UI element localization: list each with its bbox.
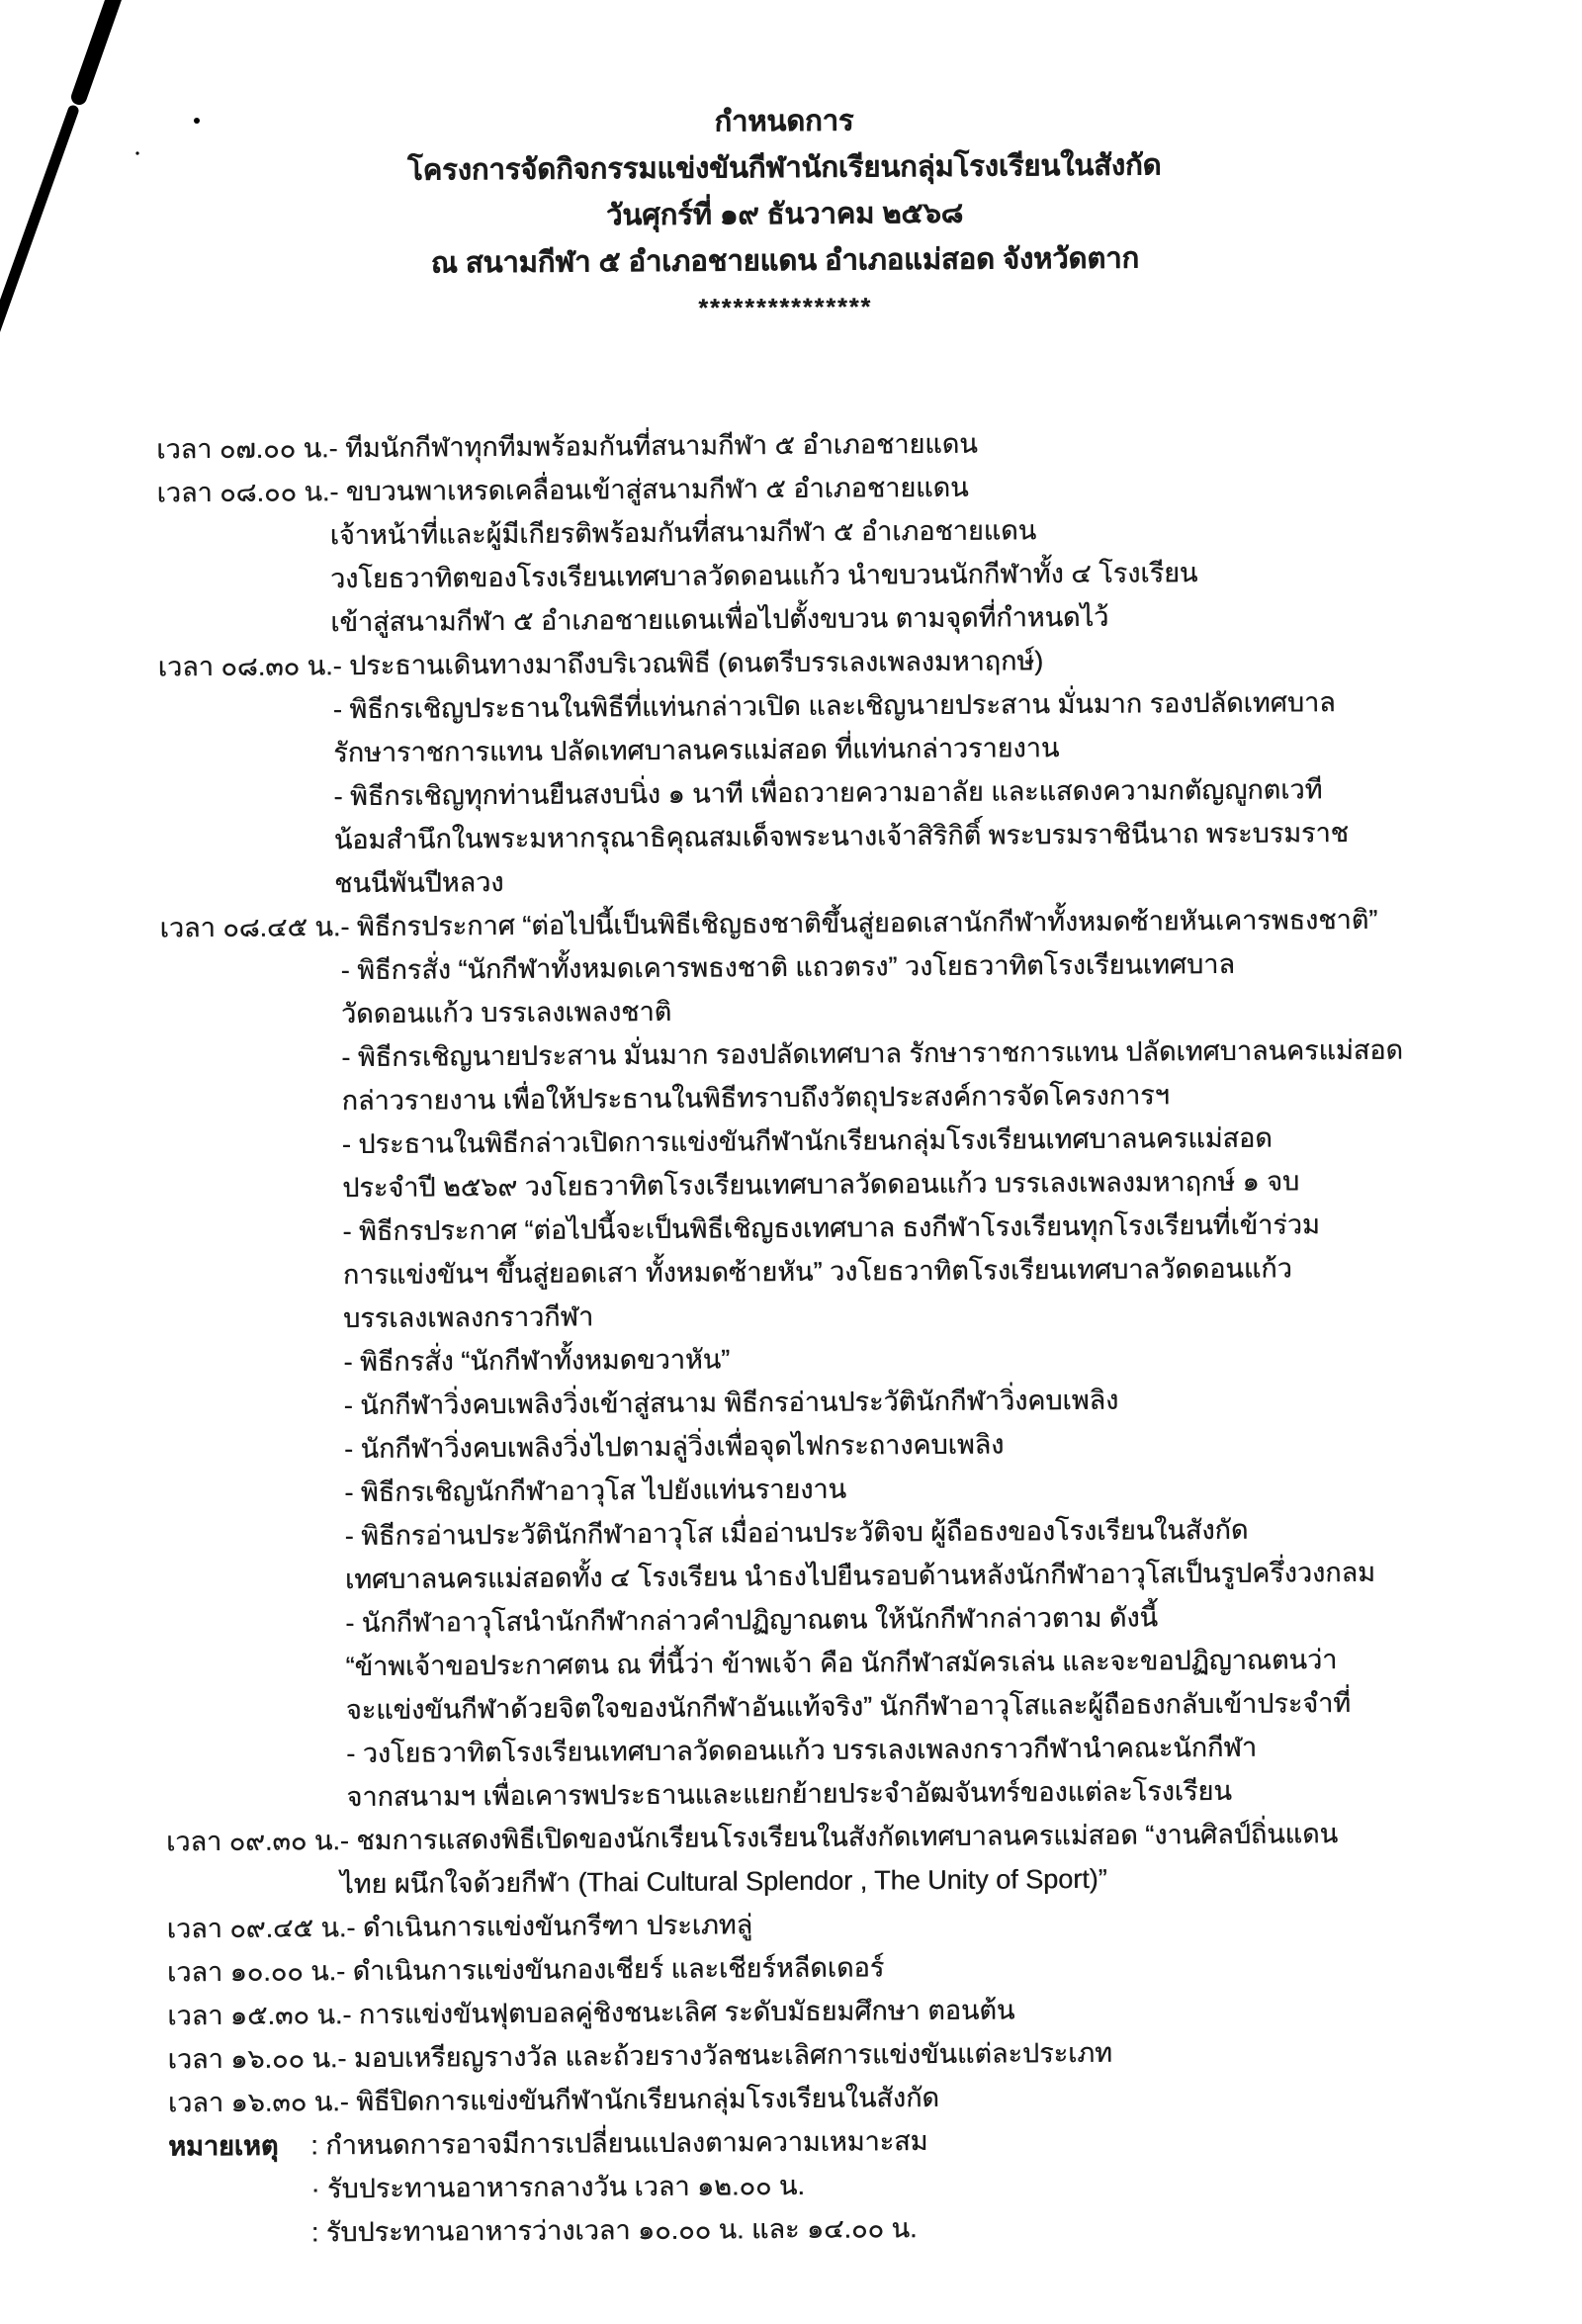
schedule-line: เจ้าหน้าที่และผู้มีเกียรติพร้อมกันที่สนามกีฬา ๕ อำเภอชายแดน — [329, 515, 1037, 551]
schedule-entry-lines — [340, 1811, 1548, 1907]
schedule-line: ประจำปี ๒๕๖๙ วงโยธวาทิตโรงเรียนเทศบาลวัดดอนแก้ว บรรเลงเพลงมหาฤกษ์ ๑ จบ — [342, 1166, 1300, 1204]
asterisk-divider: *************** — [698, 293, 873, 322]
schedule-line: - พิธีกรเชิญนักกีฬาอาวุโส ไปยังแท่นรายงาน — [344, 1474, 847, 1508]
schedule-line: กล่าวรายงาน เพื่อให้ประธานในพิธีทราบถึงวัตถุประสงค์การจัดโครงการฯ — [341, 1080, 1170, 1117]
schedule-line: - การแข่งขันฟุตบอลคู่ชิงชนะเลิศ ระดับมัธยมศึกษา ตอนต้น — [342, 1995, 1015, 2030]
schedule-time: เวลา ๑๐.๐๐ น. — [166, 1956, 337, 1988]
schedule-line: เข้าสู่สนามกีฬา ๕ อำเภอชายแดนเพื่อไปตั้งขบวน ตามจุดที่กำหนดไว้ — [330, 601, 1109, 638]
document-title: กำหนดการ — [714, 105, 854, 138]
schedule-line: - ดำเนินการแข่งขันกรีฑา ประเภทลู่ — [346, 1910, 753, 1943]
note-line: · รับประทานอาหารกลางวัน เวลา ๑๒.๐๐ น. — [310, 2170, 805, 2204]
schedule-line: วงโยธวาทิตของโรงเรียนเทศบาลวัดดอนแก้ว นำขบวนนักกีฬาทั้ง ๔ โรงเรียน — [329, 558, 1198, 594]
schedule-time: เวลา ๑๕.๓๐ น. — [167, 2000, 343, 2031]
schedule-line: ชนนีพันปีหลวง — [333, 867, 504, 899]
schedule-line: - มอบเหรียญรางวัล และถ้วยรางวัลชนะเลิศการแข่งขันแต่ละประเภท — [337, 2037, 1112, 2074]
schedule-line: - ขบวนพาเหรดเคลื่อนเข้าสู่สนามกีฬา ๕ อำเภอชายแดน — [329, 472, 969, 507]
notes-lines — [310, 2115, 1550, 2255]
schedule-time: เวลา ๑๖.๐๐ น. — [167, 2043, 338, 2075]
schedule-line: - พิธีกรเชิญประธานในพิธีที่แท่นกล่าวเปิด และเชิญนายประสาน มั่นมาก รองปลัดเทศบาล — [332, 687, 1336, 725]
schedule-line: - พิธีกรเชิญทุกท่านยืนสงบนิ่ง ๑ นาที เพื่อถวายความอาลัย และแสดงความกตัญญูกตเวที — [333, 774, 1323, 812]
schedule-line: เทศบาลนครแม่สอดทั้ง ๔ โรงเรียน นำธงไปยืนรอบด้านหลังนักกีฬาอาวุโสเป็นรูปครึ่งวงกลม — [344, 1557, 1375, 1595]
project-name-line: โครงการจัดกิจกรรมแข่งขันกีฬานักเรียนกลุ่มโรงเรียนในสังกัด — [406, 149, 1162, 187]
schedule-entry — [166, 1811, 1548, 1908]
schedule-line: - พิธีปิดการแข่งขันกีฬานักเรียนกลุ่มโรงเรียนในสังกัด — [339, 2082, 940, 2117]
schedule-line: - พิธีกรสั่ง “นักกีฬาทั้งหมดขวาหัน” — [343, 1344, 731, 1378]
schedule-line: “ข้าพเจ้าขอประกาศตน ณ ที่นี้ว่า ข้าพเจ้า คือ นักกีฬาสมัครเล่น และจะขอปฏิญาณตนว่า — [345, 1645, 1338, 1682]
schedule-entry-lines — [329, 462, 1538, 645]
schedule-time: เวลา ๐๗.๐๐ น. — [156, 433, 329, 465]
schedule-line: การแข่งขันฯ ขึ้นสู่ยอดเสา ทั้งหมดซ้ายหัน” วงโยธวาทิตโรงเรียนเทศบาลวัดดอนแก้ว — [342, 1253, 1292, 1291]
notes-label: หมายเหตุ — [168, 2130, 279, 2162]
schedule-line: - วงโยธวาทิตโรงเรียนเทศบาลวัดดอนแก้ว บรรเลงเพลงกราวกีฬานำคณะนักกีฬา — [346, 1732, 1258, 1769]
schedule-entry-lines — [340, 897, 1547, 1819]
schedule-line: - ประธานเดินทางมาถึงบริเวณพิธี (ดนตรีบรรเลงเพลงมหาฤกษ์) — [332, 646, 1044, 681]
schedule-line: จะแข่งขันกีฬาด้วยจิตใจของนักกีฬาอันแท้จริง” นักกีฬาอาวุโสและผู้ถือธงกลับเข้าประจำที่ — [345, 1688, 1352, 1726]
schedule-line: - พิธีกรประกาศ “ต่อไปนี้เป็นพิธีเชิญธงชาติขึ้นสู่ยอดเสานักกีฬาทั้งหมดซ้ายหันเคารพธงชาติ” — [340, 904, 1378, 942]
schedule-line: - ชมการแสดงพิธีเปิดของนักเรียนโรงเรียนในสังกัดเทศบาลนครแม่สอด “งานศิลป์ถิ่นแดน — [339, 1819, 1339, 1856]
schedule-line: - ดำเนินการแข่งขันกองเชียร์ และเชียร์หลีดเดอร์ — [335, 1952, 885, 1987]
schedule-line: - พิธีกรอ่านประวัตินักกีฬาอาวุโส เมื่ออ่านประวัติจบ ผู้ถือธงของโรงเรียนในสังกัด — [344, 1514, 1249, 1552]
schedule-line: รักษาราชการแทน ปลัดเทศบาลนครแม่สอด ที่แท่นกล่าวรายงาน — [333, 733, 1060, 768]
schedule-line: บรรเลงเพลงกราวกีฬา — [342, 1301, 594, 1334]
schedule-line: น้อมสำนึกในพระมหากรุณาธิคุณสมเด็จพระนางเจ้าสิริกิติ์ พระบรมราชินีนาถ พระบรมราช — [333, 818, 1350, 855]
schedule-time: เวลา ๐๘.๐๐ น. — [156, 477, 330, 508]
event-venue-line: ณ สนามกีฬา ๕ อำเภอชายแดน อำเภอแม่สอด จังหวัดตาก — [430, 242, 1140, 280]
schedule-time: เวลา ๑๖.๓๐ น. — [167, 2087, 340, 2118]
schedule-entry-lines — [332, 636, 1540, 906]
schedule-line: - พิธีกรประกาศ “ต่อไปนี้จะเป็นพิธีเชิญธงเทศบาล ธงกีฬาโรงเรียนทุกโรงเรียนที่เข้าร่วม — [342, 1209, 1320, 1247]
note-line: : กำหนดการอาจมีการเปลี่ยนแปลงตามความเหมาะสม — [310, 2126, 928, 2161]
schedule-time: เวลา ๐๙.๓๐ น. — [165, 1826, 340, 1857]
schedule-entry — [156, 462, 1538, 646]
schedule-line: ไทย ผนึกใจด้วยกีฬา (Thai Cultural Splendor , The Unity of Sport)” — [340, 1863, 1107, 1900]
schedule-line: - พิธีกรเชิญนายประสาน มั่นมาก รองปลัดเทศบาล รักษาราชการแทน ปลัดเทศบาลนครแม่สอด — [341, 1034, 1404, 1073]
schedule-line: - พิธีกรสั่ง “นักกีฬาทั้งหมดเคารพธงชาติ แถวตรง” วงโยธวาทิตโรงเรียนเทศบาล — [340, 948, 1235, 986]
schedule-line: - ทีมนักกีฬาทุกทีมพร้อมกันที่สนามกีฬา ๕ อำเภอชายแดน — [328, 428, 978, 464]
schedule-line: - นักกีฬาวิ่งคบเพลิงวิ่งไปตามลู่วิ่งเพื่อจุดไฟกระถางคบเพลิง — [343, 1429, 1005, 1465]
schedule-line: จากสนามฯ เพื่อเคารพประธานและแยกย้ายประจำอัฒจันทร์ของแต่ละโรงเรียน — [346, 1775, 1232, 1813]
document-header — [0, 0, 1576, 337]
note-line: : รับประทานอาหารว่างเวลา ๑๐.๐๐ น. และ ๑๔.๐๐ น. — [310, 2213, 918, 2248]
event-date-line: วันศุกร์ที่ ๑๙ ธันวาคม ๒๕๖๘ — [605, 197, 964, 232]
schedule-line: - ประธานในพิธีกล่าวเปิดการแข่งขันกีฬานักเรียนกลุ่มโรงเรียนเทศบาลนครแม่สอด — [341, 1122, 1273, 1160]
schedule-time: เวลา ๐๘.๔๕ น. — [159, 912, 341, 943]
schedule-line: - นักกีฬาวิ่งคบเพลิงวิ่งเข้าสู่สนาม พิธีกรอ่านประวัตินักกีฬาวิ่งคบเพลิง — [343, 1385, 1119, 1421]
notes-section — [7, 2114, 1582, 2256]
schedule-line: วัดดอนแก้ว บรรเลงเพลงชาติ — [340, 996, 672, 1029]
schedule-list — [0, 417, 1582, 2125]
schedule-time: เวลา ๐๙.๔๕ น. — [166, 1913, 347, 1944]
schedule-line: - นักกีฬาอาวุโสนำนักกีฬากล่าวคำปฏิญาณตน ให้นักกีฬากล่าวตาม ดังนี้ — [345, 1602, 1159, 1639]
schedule-time: เวลา ๐๘.๓๐ น. — [157, 651, 333, 682]
schedule-entry — [158, 636, 1541, 907]
schedule-entry — [159, 897, 1546, 1821]
